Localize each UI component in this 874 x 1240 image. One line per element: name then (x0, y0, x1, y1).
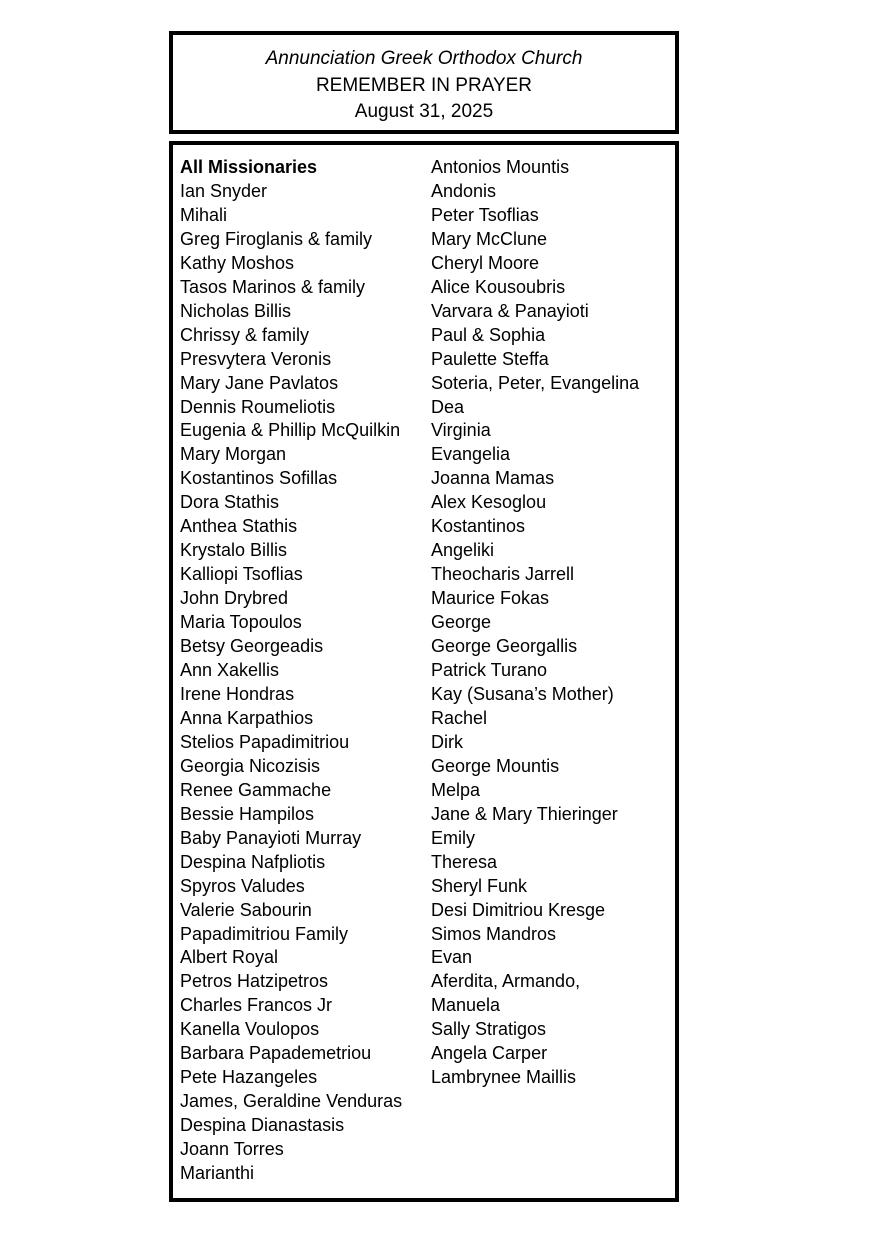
list-item: Paulette Steffa (431, 348, 549, 369)
list-item: George Mountis (431, 755, 560, 776)
list-item: Patrick Turano (431, 660, 548, 681)
list-item: Antonios Mountis (431, 157, 570, 177)
list-item: Kalliopi Tsoflias (180, 564, 303, 585)
list-item: Betsy Georgeadis (180, 636, 324, 657)
list-item: James, Geraldine Venduras (180, 1091, 403, 1112)
list-item: Despina Nafpliotis (180, 851, 326, 872)
list-item: Dea (431, 396, 465, 417)
list-item: Kay (Susana’s Mother) (431, 683, 614, 704)
list-item: Kostantinos (431, 516, 526, 537)
list-item: Angeliki (431, 540, 495, 561)
list-item: Mary Morgan (180, 444, 287, 465)
list-item: Baby Panayioti Murray (180, 827, 362, 848)
list-item: Presvytera Veronis (180, 348, 332, 369)
list-item: Pete Hazangeles (180, 1067, 318, 1088)
list-item: Joanna Mamas (431, 468, 555, 489)
list-item: Despina Dianastasis (180, 1115, 345, 1136)
list-item: Maurice Fokas (431, 588, 550, 609)
list-item: Varvara & Panayioti (431, 300, 589, 321)
list-item: Joann Torres (180, 1139, 284, 1160)
list-item: Kostantinos Sofillas (180, 468, 338, 489)
list-item: Mary McClune (431, 228, 548, 249)
list-item: Evan (431, 947, 473, 968)
list-item: Stelios Papadimitriou (180, 731, 350, 752)
list-item: Ann Xakellis (180, 660, 280, 681)
list-item: Sheryl Funk (431, 875, 528, 896)
list-item: George Georgallis (431, 636, 578, 657)
list-item: Soteria, Peter, Evangelina (431, 372, 640, 393)
list-item: Jane & Mary Thieringer (431, 803, 618, 824)
list-item: Theresa (431, 851, 498, 872)
list-item: Alice Kousoubris (431, 276, 566, 297)
list-item: Barbara Papademetriou (180, 1043, 372, 1064)
list-item: Aferdita, Armando, (431, 971, 581, 992)
list-item: Kathy Moshos (180, 252, 295, 273)
list-item: Paul & Sophia (431, 324, 546, 345)
section-heading: All Missionaries (180, 157, 318, 177)
header-box (169, 31, 679, 134)
list-item: Anthea Stathis (180, 516, 298, 537)
list-item: Cheryl Moore (431, 252, 540, 273)
list-item: Lambrynee Maillis (431, 1067, 577, 1088)
list-item: Peter Tsoflias (431, 204, 539, 225)
list-item: Virginia (431, 420, 491, 441)
list-item: Irene Hondras (180, 683, 295, 704)
list-item: Andonis (431, 180, 497, 201)
right-column (431, 156, 639, 1090)
list-item: Eugenia & Phillip McQuilkin (180, 420, 401, 441)
list-item: Evangelia (431, 444, 511, 465)
list-item: Nicholas Billis (180, 300, 292, 321)
list-item: Spyros Valudes (180, 875, 305, 896)
list-item: Georgia Nicozisis (180, 755, 321, 776)
list-item: Chrissy & family (180, 324, 310, 345)
list-item: Desi Dimitriou Kresge (431, 899, 606, 920)
list-item: Kanella Voulopos (180, 1019, 320, 1040)
left-column (180, 156, 402, 1186)
list-item: John Drybred (180, 588, 289, 609)
prayer-list-box (169, 141, 679, 1202)
list-item: Alex Kesoglou (431, 492, 547, 513)
date: August 31, 2025 (354, 101, 494, 122)
list-item: Krystalo Billis (180, 540, 288, 561)
list-item: Simos Mandros (431, 923, 557, 944)
list-item: Charles Francos Jr (180, 995, 333, 1016)
list-item: George (431, 612, 492, 633)
list-item: Emily (431, 827, 475, 848)
church-name: Annunciation Greek Orthodox Church (265, 48, 583, 69)
list-item: Tasos Marinos & family (180, 276, 366, 297)
list-item: Bessie Hampilos (180, 803, 315, 824)
list-item: Marianthi (180, 1163, 255, 1184)
list-item: Mary Jane Pavlatos (180, 372, 339, 393)
list-item: Albert Royal (180, 947, 279, 968)
page-title: REMEMBER IN PRAYER (315, 74, 533, 96)
list-item: Renee Gammache (180, 779, 332, 800)
list-item: Greg Firoglanis & family (180, 228, 373, 249)
list-item: Mihali (180, 204, 228, 225)
list-item: Dora Stathis (180, 492, 280, 513)
list-item: Sally Stratigos (431, 1019, 547, 1040)
list-item: Papadimitriou Family (180, 923, 349, 944)
list-item: Maria Topoulos (180, 612, 302, 633)
list-item: Valerie Sabourin (180, 899, 312, 920)
list-item: Ian Snyder (180, 180, 268, 201)
list-item: Theocharis Jarrell (431, 564, 575, 585)
list-item: Rachel (431, 707, 488, 728)
list-item: Anna Karpathios (180, 707, 314, 728)
list-item: Petros Hatzipetros (180, 971, 329, 992)
list-item: Manuela (431, 995, 501, 1016)
list-item: Melpa (431, 779, 481, 800)
list-item: Angela Carper (431, 1043, 548, 1064)
list-item: Dennis Roumeliotis (180, 396, 336, 417)
list-item: Dirk (431, 731, 463, 752)
